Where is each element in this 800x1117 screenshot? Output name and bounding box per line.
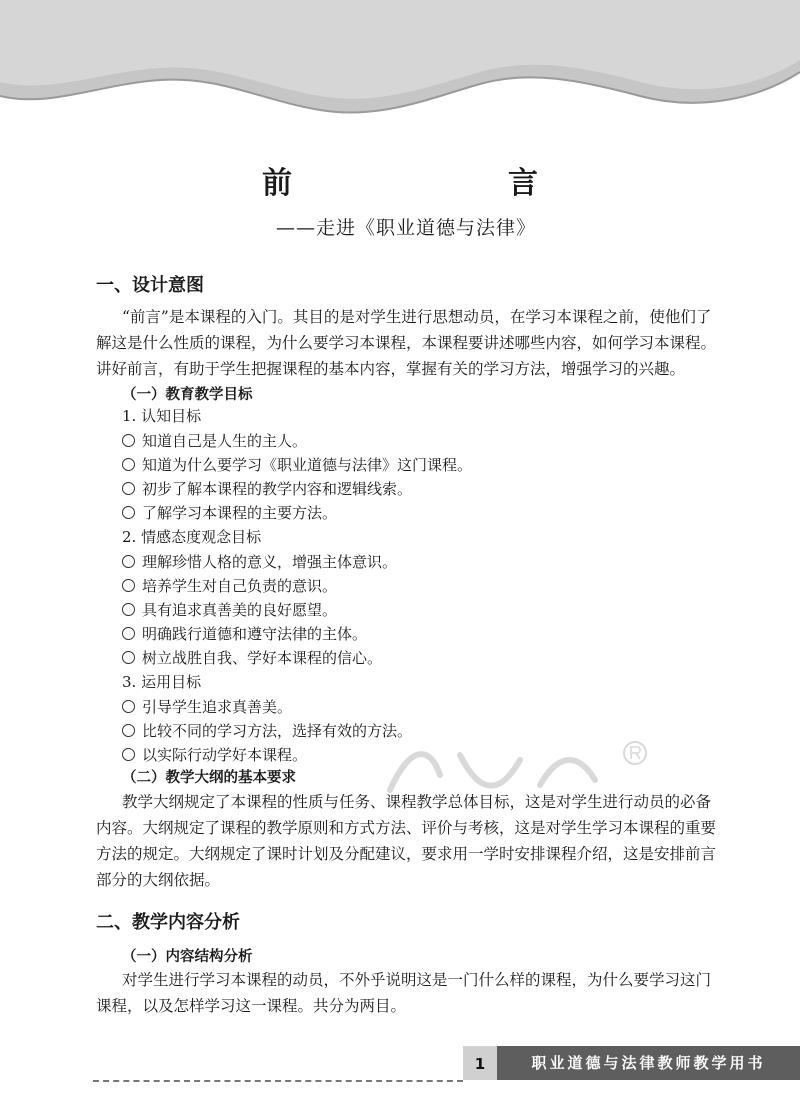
section-heading-design-intent: 一、设计意图: [96, 275, 204, 296]
list-item: 比较不同的学习方法，选择有效的方法。: [122, 721, 412, 741]
paragraph-line: 讲好前言，有助于学生把握课程的基本内容，掌握有关的学习方法，增强学习的兴趣。: [96, 360, 686, 378]
paragraph-line: 部分的大纲依据。: [96, 871, 221, 889]
list-item: 具有追求真善美的良好愿望。: [122, 600, 337, 620]
circle-bullet-icon: [122, 506, 135, 519]
paragraph-line: 方法的规定。大纲规定了课时计划及分配建议，要求用一学时安排课程介绍，这是安排前言: [96, 845, 717, 863]
section-heading-content-analysis: 二、教学内容分析: [96, 912, 240, 933]
paragraph-line: 解这是什么性质的课程，为什么要学习本课程，本课程要讲述哪些内容，如何学习本课程。: [96, 334, 717, 352]
footer-book-title: 职业道德与法律教师教学用书: [497, 1046, 800, 1080]
list-item: 了解学习本课程的主要方法。: [122, 503, 337, 523]
paragraph-line: 对学生进行学习本课程的动员，不外乎说明这是一门什么样的课程，为什么要学习这门: [122, 971, 712, 989]
header-wave-band: [0, 0, 800, 130]
circle-bullet-icon: [122, 579, 135, 592]
paragraph-line: 教学大纲规定了本课程的性质与任务、课程教学总体目标，这是对学生进行动员的必备: [122, 793, 712, 811]
list-item: 明确践行道德和遵守法律的主体。: [122, 624, 367, 644]
circle-bullet-icon: [122, 482, 135, 495]
list-item: 以实际行动学好本课程。: [122, 745, 307, 765]
list-item: 初步了解本课程的教学内容和逻辑线索。: [122, 479, 412, 499]
circle-bullet-icon: [122, 627, 135, 640]
goal-group-label: 2. 情感态度观念目标: [122, 528, 262, 546]
circle-bullet-icon: [122, 724, 135, 737]
syllabus-paragraph: [96, 789, 736, 893]
circle-bullet-icon: [122, 700, 135, 713]
subsection-heading-goals: （一）教育教学目标: [122, 387, 253, 403]
list-item: 知道自己是人生的主人。: [122, 431, 307, 451]
intro-paragraph: [96, 304, 736, 382]
subsection-heading-structure: （一）内容结构分析: [122, 949, 253, 965]
circle-bullet-icon: [122, 434, 135, 447]
circle-bullet-icon: [122, 458, 135, 471]
list-item: 引导学生追求真善美。: [122, 697, 292, 717]
circle-bullet-icon: [122, 748, 135, 761]
list-item: 理解珍惜人格的意义，增强主体意识。: [122, 552, 397, 572]
circle-bullet-icon: [122, 651, 135, 664]
footer-dashed-divider: [93, 1080, 463, 1082]
circle-bullet-icon: [122, 555, 135, 568]
subsection-heading-syllabus: （二）教学大纲的基本要求: [122, 770, 296, 786]
paragraph-line: 内容。大纲规定了课程的教学原则和方式方法、评价与考核，这是对学生学习本课程的重要: [96, 819, 717, 837]
paragraph-line: 课程，以及怎样学习这一课程。共分为两目。: [96, 997, 407, 1015]
page-subtitle: ——走进《职业道德与法律》: [276, 217, 537, 239]
page-number: 1: [463, 1046, 497, 1080]
paragraph-line: “前言”是本课程的入门。其目的是对学生进行思想动员，在学习本课程之前，使他们了: [122, 308, 712, 326]
list-item: 培养学生对自己负责的意识。: [122, 576, 337, 596]
goal-group-label: 1. 认知目标: [122, 407, 202, 425]
structure-paragraph: [96, 967, 736, 1019]
goal-group-label: 3. 运用目标: [122, 673, 202, 691]
circle-bullet-icon: [122, 603, 135, 616]
page-title: 前 言: [262, 166, 590, 201]
list-item: 知道为什么要学习《职业道德与法律》这门课程。: [122, 455, 472, 475]
list-item: 树立战胜自我、学好本课程的信心。: [122, 648, 382, 668]
